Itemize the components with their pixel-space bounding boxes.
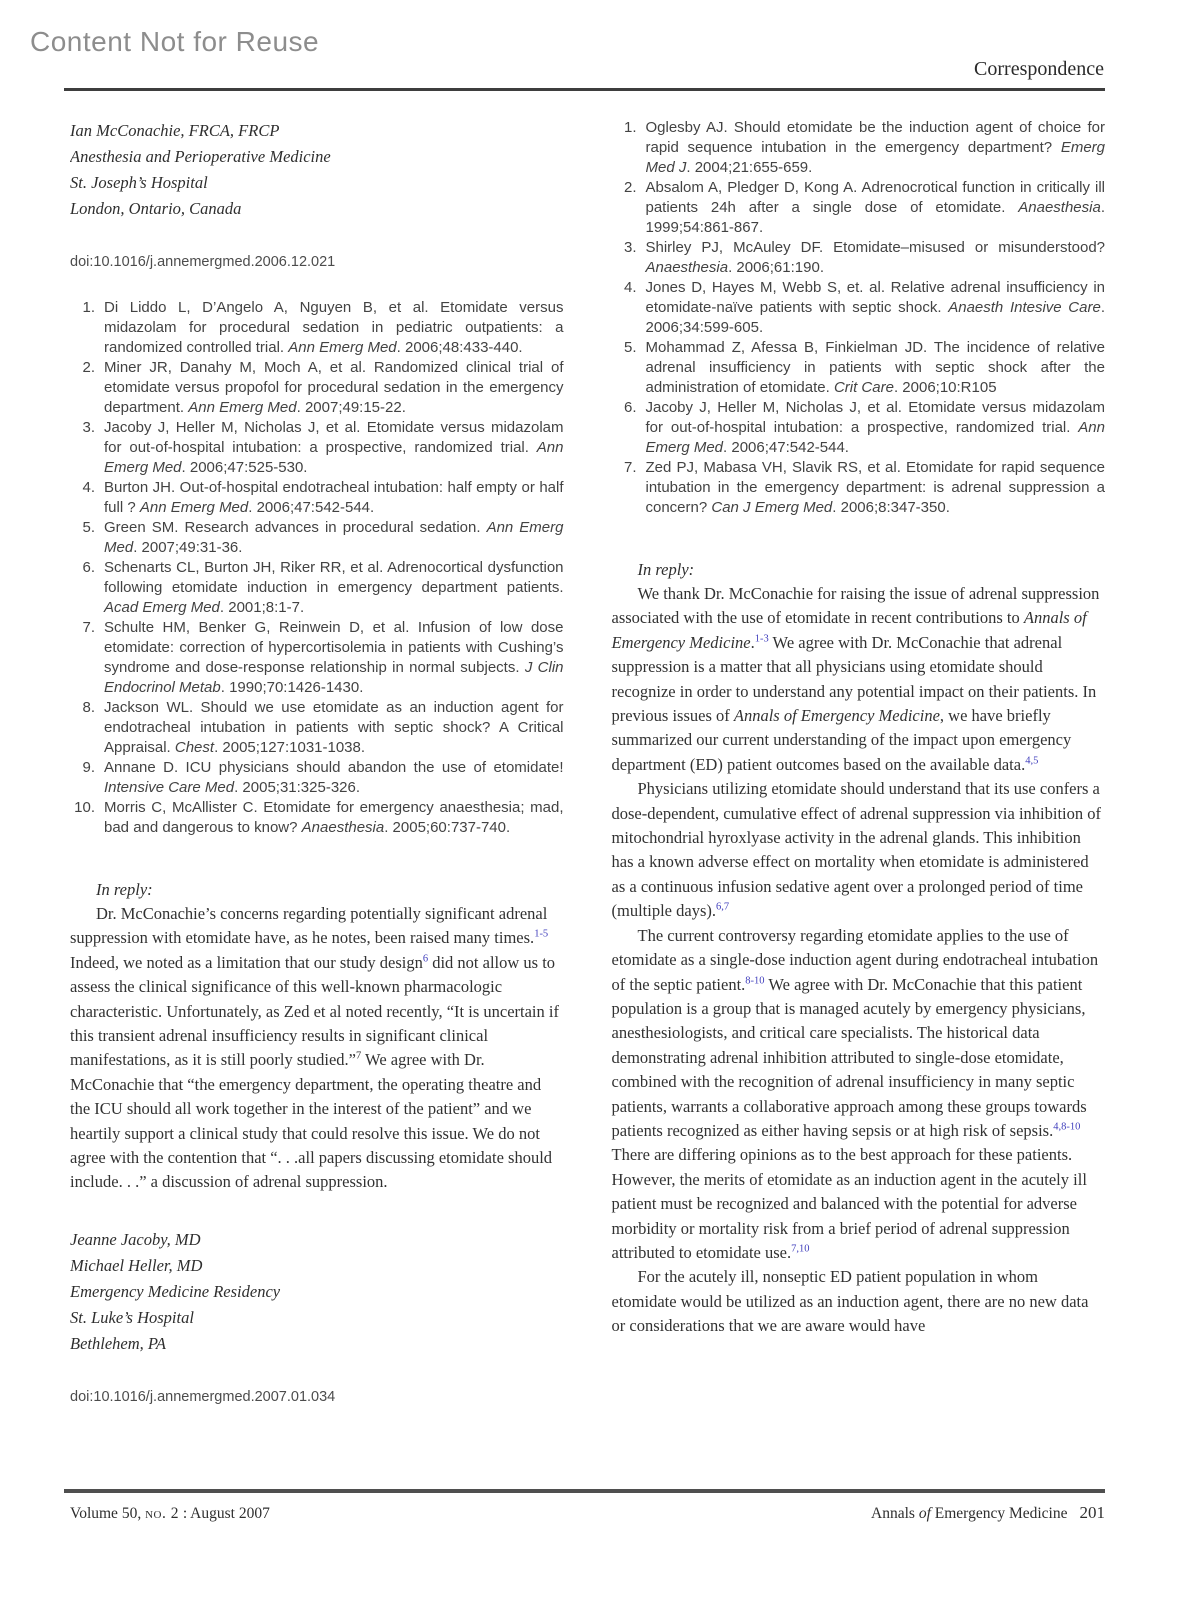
citation-superscript[interactable]: 4,8-10 (1053, 1121, 1081, 1133)
reference-item (70, 758, 564, 798)
citation-superscript: 7 (355, 1050, 362, 1062)
footer-journal-info (871, 1502, 1105, 1525)
reference-item (612, 398, 1106, 458)
watermark-text: Content Not for Reuse (30, 26, 320, 57)
author-line: London, Ontario, Canada (70, 199, 242, 218)
reply-paragraph-left: Dr. McConachie’s concerns regarding potentially significant adrenal suppression with etomidate have, as he notes, been raised many times.$^{1-5}$ Indeed, we noted as a limitation that our study design$^6$ did not allow us to assess the clinical significance of this well-known pharmacologic characteristic. Unfortunately, as Zed et al noted recently, “It is uncertain if this transient adrenal insufficiency results in significant clinical manifestations, as it is still poorly studied.”$^7$ We agree with Dr. McConachie that “the emergency department, the operating theatre and the ICU should all work together in the interest of the patient” and we heartily support a clinical study that could resolve this issue. We do not agree with the contention that “. . .all papers discussing etomidate should include. . .” a discussion of adrenal suppression. (70, 904, 559, 1192)
reference-item (70, 298, 564, 358)
reference-number: 7. (82, 619, 95, 636)
left-column (70, 112, 564, 1484)
section-title: Correspondence (974, 58, 1104, 80)
reference-number: 4. (82, 479, 95, 496)
footer-rule (64, 1489, 1105, 1493)
reference-list-left (70, 298, 564, 838)
citation-superscript[interactable]: 4,5 (1025, 755, 1039, 767)
reference-number: 3. (623, 239, 637, 256)
right-column (612, 112, 1106, 1484)
citation-superscript[interactable]: 6,7 (715, 901, 730, 913)
reference-number: 1. (82, 299, 95, 316)
reference-number: 4. (623, 279, 637, 296)
reference-text: Di Liddo L, D’Angelo A, Nguyen B, et al. Etomidate versus midazolam for procedural sedation in pediatric outpatients: a randomized controlled trial. Ann Emerg Med. 2006;48:433-440. (104, 299, 564, 356)
reference-item (70, 478, 564, 518)
reference-item (70, 618, 564, 698)
reference-text: Morris C, McAllister C. Etomidate for emergency anaesthesia; mad, bad and dangerous to know? Anaesthesia. 2005;60:737-740. (104, 799, 564, 836)
reference-text: Mohammad Z, Afessa B, Finkielman JD. The incidence of relative adrenal insufficiency in patients with septic shock after the administration of etomidate. Crit Care. 2006;10:R105 (645, 339, 1105, 396)
reference-number: 2. (82, 359, 95, 376)
reference-item (612, 178, 1106, 238)
reference-number: 6. (623, 399, 637, 416)
reference-text: Oglesby AJ. Should etomidate be the induction agent of choice for rapid sequence intubation in the emergency department? Emerg Med J. 2004;21:655-659. (645, 119, 1105, 176)
reference-number: 6. (82, 559, 95, 576)
citation-superscript[interactable]: 7,10 (791, 1243, 810, 1255)
reference-item (70, 558, 564, 618)
reference-item (70, 518, 564, 558)
reply-paragraph-1: We thank Dr. McConachie for raising the issue of adrenal suppression associated with the use of etomidate in recent contributions to Annals of Emergency Medicine.$^{1-3}$ We agree with Dr. McConachie that adrenal suppression is a matter that all physicians using etomidate should recognize in order to understand any potential impact on their patients. In previous issues of Annals of Emergency Medicine, we have briefly summarized our current understanding of the impact upon emergency department (ED) patient outcomes based on the available data.$^{4,5}$ (611, 584, 1100, 774)
author-line: Jeanne Jacoby, MD (70, 1229, 201, 1249)
reference-number: 5. (82, 519, 95, 536)
reference-item (612, 338, 1106, 398)
reference-text: Absalom A, Pledger D, Kong A. Adrenocrotical function in critically ill patients 24h after a single dose of etomidate. Anaesthesia. 1999;54:861-867. (645, 179, 1105, 236)
reference-item (70, 358, 564, 418)
reference-number: 8. (82, 699, 95, 716)
reference-item (612, 118, 1106, 178)
footer (70, 1502, 1105, 1525)
reference-text: Annane D. ICU physicians should abandon the use of etomidate! Intensive Care Med. 2005;31:325-326. (104, 759, 564, 796)
reference-item (612, 278, 1106, 338)
reply-paragraph-4: For the acutely ill, nonseptic ED patient population in whom etomidate would be utilized as an induction agent, there are no new data or considerations that we are aware would have (611, 1267, 1089, 1336)
reference-number: 3. (82, 419, 95, 436)
reference-number: 5. (623, 339, 637, 356)
reply-paragraph-3: The current controversy regarding etomidate applies to the use of etomidate as a single-dose induction agent during endotracheal intubation of the septic patient.$^{8-10}$ We agree with Dr. McConachie that this patient population is a group that is managed acutely by emergency physicians, anesthesiologists, and critical care specialists. The historical data demonstrating adrenal inhibition attributed to single-dose etomidate, combined with the recognition of adrenal insufficiency in many septic patients, warrants a collaborative approach among these groups towards patients recognized as either having sepsis or at high risk of sepsis.$^{4,8-10}$ There are differing opinions as to the best approach for these patients. However, the merits of etomidate as an induction agent in the acutely ill patient must be recognized and balanced with the potential for adverse morbidity or mortality risk from a brief period of adrenal suppression attributed to etomidate use.$^{7,10}$ (611, 925, 1099, 1262)
reference-item (70, 698, 564, 758)
reference-item (70, 798, 564, 838)
reference-text: Jacoby J, Heller M, Nicholas J, et al. Etomidate versus midazolam for out-of-hospital intubation: a prospective, randomized trial. Ann Emerg Med. 2006;47:542-544. (645, 399, 1105, 456)
doi-bottom: doi:10.1016/j.annemergmed.2007.01.034 (70, 1388, 336, 1405)
doi-top: doi:10.1016/j.annemergmed.2006.12.021 (70, 254, 336, 270)
reference-number: 7. (623, 459, 637, 476)
reference-text: Jackson WL. Should we use etomidate as an induction agent for endotracheal intubation in patients with septic shock? A Critical Appraisal. Chest. 2005;127:1031-1038. (104, 699, 564, 756)
citation-superscript[interactable]: 6 (422, 953, 429, 965)
author-line: Emergency Medicine Residency (70, 1281, 281, 1301)
citation-superscript[interactable]: 1-5 (534, 928, 549, 940)
reply-heading-left: In reply: (96, 880, 153, 899)
author-line: Ian McConachie, FRCA, FRCP (70, 121, 280, 140)
author-line: Bethlehem, PA (70, 1333, 166, 1353)
reply-heading-right: In reply: (637, 560, 695, 579)
reference-number: 9. (82, 759, 95, 776)
reference-text: Zed PJ, Mabasa VH, Slavik RS, et al. Etomidate for rapid sequence intubation in the emergency department: is adrenal suppression a concern? Can J Emerg Med. 2006;8:347-350. (645, 459, 1105, 516)
author-block-jacoby (70, 1227, 564, 1357)
reference-text: Burton JH. Out-of-hospital endotracheal intubation: half empty or half full ? Ann Emerg Med. 2006;47:542-544. (104, 479, 564, 516)
footer-volume-info: Volume 50, no. 2 : August 2007 (70, 1505, 270, 1522)
reference-text: Jacoby J, Heller M, Nicholas J, et al. Etomidate versus midazolam for out-of-hospital intubation: a prospective, randomized trial. Ann Emerg Med. 2006;47:525-530. (104, 419, 564, 476)
author-block-mcconachie (70, 118, 564, 222)
footer-journal-name: Annals of Emergency Medicine (871, 1505, 1068, 1522)
citation-superscript[interactable]: 1-3 (754, 633, 769, 645)
reference-item (612, 458, 1106, 518)
reference-text: Shirley PJ, McAuley DF. Etomidate–misused or misunderstood? Anaesthesia. 2006;61:190. (645, 239, 1105, 276)
citation-superscript[interactable]: 8-10 (745, 975, 765, 986)
author-line: St. Luke’s Hospital (70, 1307, 194, 1327)
reference-item (70, 418, 564, 478)
reference-text: Green SM. Research advances in procedural sedation. Ann Emerg Med. 2007;49:31-36. (104, 519, 564, 556)
reference-text: Miner JR, Danahy M, Moch A, et al. Randomized clinical trial of etomidate versus propofol for procedural sedation in the emergency department. Ann Emerg Med. 2007;49:15-22. (104, 359, 564, 416)
reference-text: Jones D, Hayes M, Webb S, et. al. Relative adrenal insufficiency in etomidate-naïve patients with septic shock. Anaesth Intesive Care. 2006;34:599-605. (645, 279, 1105, 336)
page-number: 201 (1079, 1503, 1105, 1522)
reference-number: 1. (623, 119, 637, 136)
reference-text: Schulte HM, Benker G, Reinwein D, et al. Infusion of low dose etomidate: correction of hypercortisolemia in patients with Cushing’s syndrome and dose-response relationship in normal subjects. J Clin Endocrinol Metab. 1990;70:1426-1430. (104, 619, 564, 696)
reply-paragraph-2: Physicians utilizing etomidate should understand that its use confers a dose-dependent, cumulative effect of adrenal suppression via inhibition of mitochondrial hyroxlyase activity in the adrenal glands. This inhibition has a known adverse effect on mortality when etomidate is administered as a continuous infusion sedative agent over a prolonged period of time (multiple days).$^{6,7}$ (611, 779, 1102, 921)
reference-number: 2. (623, 179, 637, 196)
content-columns (70, 112, 1105, 1484)
reference-text: Schenarts CL, Burton JH, Riker RR, et al. Adrenocortical dysfunction following etomidate induction in emergency department patients. Acad Emerg Med. 2001;8:1-7. (104, 559, 564, 616)
reference-item (612, 238, 1106, 278)
author-line: Michael Heller, MD (70, 1255, 203, 1275)
header-rule (64, 88, 1105, 91)
author-line: Anesthesia and Perioperative Medicine (70, 147, 331, 166)
author-line: St. Joseph’s Hospital (70, 173, 208, 192)
reference-list-right (612, 118, 1106, 518)
reference-number: 10. (74, 799, 95, 816)
